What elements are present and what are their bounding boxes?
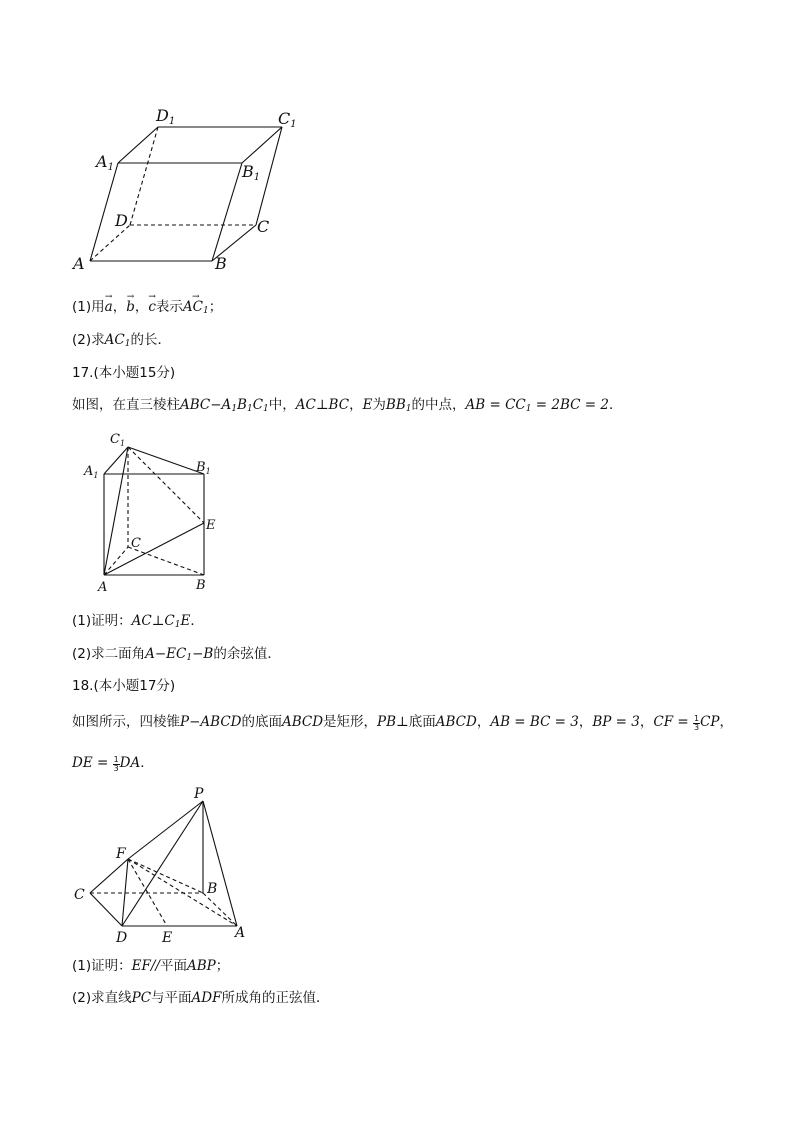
- label-D1: D1: [156, 106, 176, 127]
- vector-ac1: → $AC_1$: [183, 298, 209, 320]
- vector-c: → c: [148, 298, 156, 316]
- label-E: E: [206, 518, 216, 533]
- label-P: P: [194, 786, 204, 802]
- q18-stem-line2: DE = $\frac{1}{3}$ DA．: [72, 755, 154, 773]
- label-A1: A1: [96, 152, 114, 173]
- segment-FP: [128, 801, 203, 859]
- q16-part1: [72, 298, 222, 320]
- label-D: D: [115, 211, 128, 230]
- vector-b: → b: [126, 298, 135, 316]
- edge-DD1-hidden: [130, 127, 158, 225]
- label-A: A: [73, 254, 85, 273]
- label-B: B: [207, 881, 218, 897]
- edge-BA-hidden: [203, 893, 237, 926]
- edge-PA: [203, 801, 237, 926]
- q17-header: 17.(本小题15分): [72, 365, 176, 381]
- label-A: A: [235, 925, 246, 941]
- segment-AE: [104, 523, 204, 575]
- label-C1: $C_1$: [110, 432, 126, 448]
- edge-AD-hidden: [90, 225, 130, 261]
- q16-p1-prefix: (1)用: [72, 299, 105, 315]
- label-B1: B1: [242, 162, 261, 183]
- comma: ，: [112, 299, 127, 315]
- q18-part2: (2)求直线PC与平面ADF所成角的正弦值．: [72, 990, 330, 1006]
- label-D: D: [116, 930, 128, 946]
- q16-p1-end: ；: [208, 299, 223, 315]
- q18-stem-line1: 如图所示，四棱锥P−ABCD的底面ABCD是矩形，PB⊥底面ABCD，AB = BC = 3，BP = 3，CF = $\frac{1}{3}$ CP，: [72, 714, 733, 732]
- label-B1: $B_1$: [196, 460, 211, 476]
- fraction-one-third: $\frac{1}{3}$: [693, 714, 700, 732]
- edge-C1B1: [128, 447, 204, 474]
- segment-ac1: $AC_1$: [104, 332, 131, 349]
- segment-CF: [90, 859, 128, 893]
- edge-B1C1: [242, 127, 282, 163]
- edge-CD: [90, 893, 122, 926]
- prism-svg: [80, 425, 230, 595]
- pyramid-figure: [70, 785, 270, 950]
- label-C1: C1: [278, 109, 297, 130]
- q16-p2-end: 的长．: [130, 332, 171, 348]
- fraction-one-third: $\frac{1}{3}$: [113, 755, 119, 773]
- segment-C1A: [104, 447, 128, 575]
- edge-BB1: [212, 163, 242, 261]
- edge-DP: [122, 801, 203, 926]
- label-A: A: [98, 580, 108, 595]
- label-A1: $A_1$: [84, 464, 99, 480]
- label-C: C: [257, 217, 270, 236]
- q17-part1: (1)证明：$AC\perp C_1E$．: [72, 613, 204, 630]
- q18-part1: (1)证明：EF//平面ABP；: [72, 958, 230, 974]
- pyramid-svg: [70, 785, 270, 950]
- q17-part2: (2)求二面角$A-EC_1-B$的余弦值．: [72, 646, 281, 663]
- edge-AA1: [90, 163, 118, 261]
- label-C: C: [74, 887, 85, 903]
- edge-A1C1: [104, 447, 128, 474]
- q16-p1-mid: 表示: [155, 299, 183, 315]
- q17-stem: 如图，在直三棱柱$ABC-A_1B_1C_1$中，AC⊥BC，E为$BB_1$的中点，AB = $CC_1 = 2BC = 2$．: [72, 397, 623, 414]
- edge-AC-hidden: [104, 547, 128, 575]
- parallelepiped-svg: [60, 100, 320, 275]
- label-B: B: [196, 578, 206, 593]
- label-B: B: [215, 254, 227, 273]
- vector-a: → a: [105, 298, 113, 316]
- parallelepiped-figure: [60, 100, 320, 275]
- edge-A1D1: [118, 127, 158, 163]
- q18-header: 18.(本小题17分): [72, 678, 176, 694]
- label-F: F: [116, 846, 126, 862]
- q16-part2: [72, 331, 171, 353]
- segment-FB-hidden: [128, 859, 203, 893]
- label-E: E: [162, 930, 173, 946]
- prism-figure: [80, 425, 230, 595]
- segment-C1E-hidden: [128, 447, 204, 523]
- q16-p2-prefix: (2)求: [72, 332, 105, 348]
- edge-CB-hidden: [128, 547, 204, 575]
- label-C: C: [131, 536, 141, 551]
- comma: ，: [134, 299, 149, 315]
